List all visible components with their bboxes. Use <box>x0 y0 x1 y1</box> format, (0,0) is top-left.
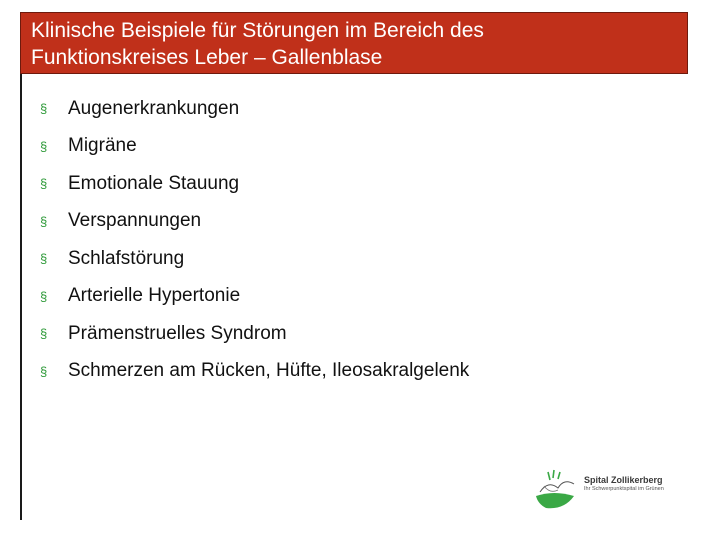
bullet-marker-icon: § <box>40 138 48 154</box>
bullet-text: Migräne <box>68 135 137 157</box>
bullet-text: Schlafstörung <box>68 247 185 269</box>
bullet-text: Prämenstruelles Syndrom <box>68 322 287 344</box>
logo-mark-icon <box>534 466 582 512</box>
bullet-list <box>40 90 469 390</box>
bullet-text: Schmerzen am Rücken, Hüfte, Ileosakralgelenk <box>68 360 470 382</box>
logo-name: Spital Zollikerberg <box>584 475 663 485</box>
bullet-item <box>40 278 469 316</box>
bullet-item <box>40 128 469 166</box>
bullet-marker-icon: § <box>40 176 48 192</box>
bullet-item <box>40 203 469 241</box>
title-bar <box>20 12 688 74</box>
bullet-marker-icon: § <box>40 326 48 342</box>
bullet-marker-icon: § <box>40 213 48 229</box>
logo-tagline: Ihr Schwerpunktspital im Grünen <box>584 486 664 492</box>
bullet-item <box>40 315 469 353</box>
bullet-text: Emotionale Stauung <box>68 172 240 194</box>
slide-title <box>31 17 679 71</box>
bullet-text: Verspannungen <box>68 210 202 232</box>
bullet-item <box>40 165 469 203</box>
bullet-marker-icon: § <box>40 101 48 117</box>
bullet-item <box>40 353 469 391</box>
bullet-item <box>40 240 469 278</box>
bullet-marker-icon: § <box>40 288 48 304</box>
bullet-text: Arterielle Hypertonie <box>68 285 241 307</box>
hospital-logo <box>534 466 694 512</box>
bullet-marker-icon: § <box>40 363 48 379</box>
slide-title-line-2: Funktionskreises Leber – Gallenblase <box>31 46 383 69</box>
bullet-item <box>40 90 469 128</box>
bullet-text: Augenerkrankungen <box>68 97 240 119</box>
slide-title-line-1: Klinische Beispiele für Störungen im Bereich des <box>31 19 484 42</box>
left-divider-line <box>20 14 22 520</box>
bullet-marker-icon: § <box>40 251 48 267</box>
